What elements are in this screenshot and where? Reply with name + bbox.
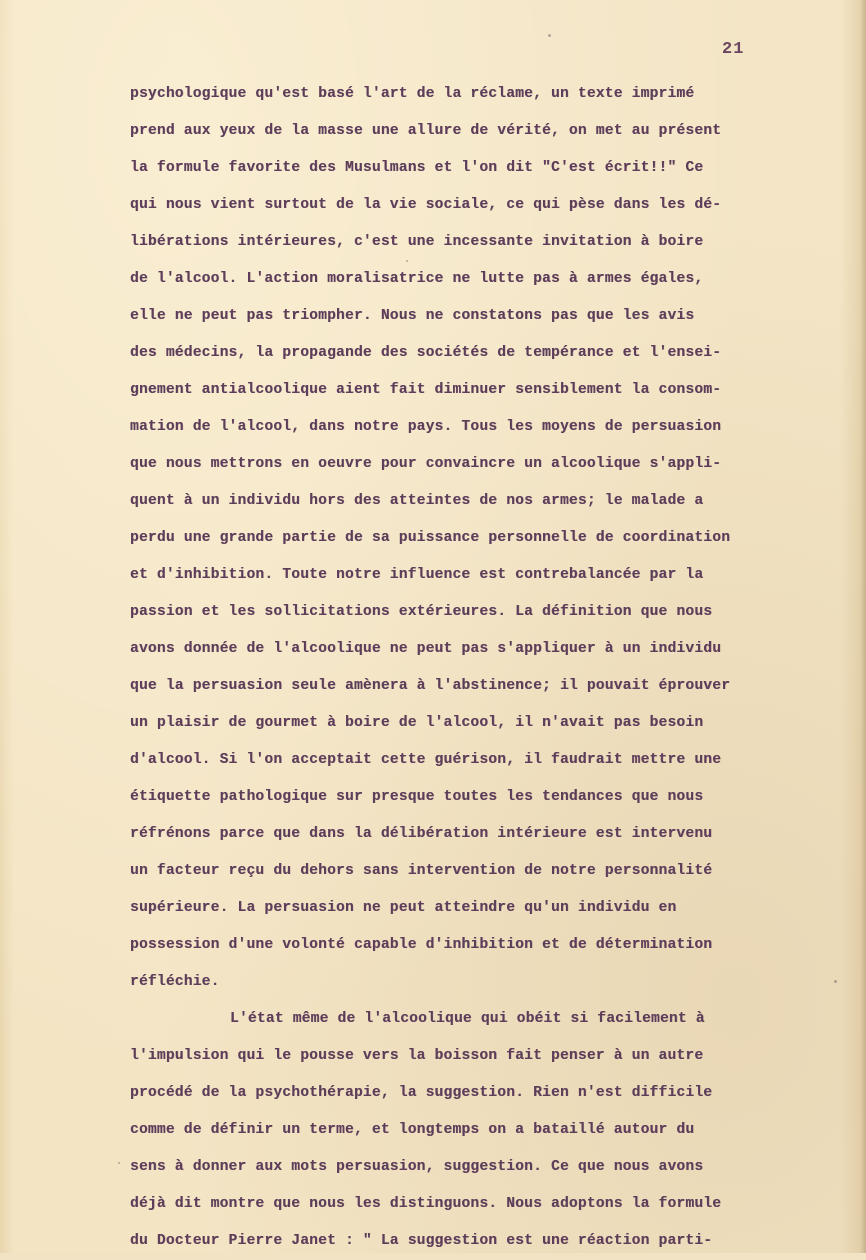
text-line: réfléchie. — [130, 974, 220, 990]
text-line: procédé de la psychothérapie, la suggestion. Rien n'est difficile — [130, 1085, 713, 1101]
text-line: sens à donner aux mots persuasion, suggestion. Ce que nous avons — [130, 1159, 704, 1175]
text-line: la formule favorite des Musulmans et l'on dit "C'est écrit!!" Ce — [130, 160, 704, 176]
text-line: possession d'une volonté capable d'inhibition et de détermination — [130, 937, 713, 953]
text-line: déjà dit montre que nous les distinguons. Nous adoptons la formule — [130, 1196, 722, 1212]
text-line: l'impulsion qui le pousse vers la boisson fait penser à un autre — [130, 1048, 704, 1064]
text-line: gnement antialcoolique aient fait diminuer sensiblement la consom- — [130, 382, 722, 398]
text-line: psychologique qu'est basé l'art de la réclame, un texte imprimé — [130, 86, 695, 102]
paragraph-first-line: L'état même de l'alcoolique qui obéit si facilement à — [230, 1011, 705, 1027]
paper-speck — [834, 980, 837, 983]
text-line: et d'inhibition. Toute notre influence est contrebalancée par la — [130, 567, 704, 583]
text-line: que nous mettrons en oeuvre pour convaincre un alcoolique s'appli- — [130, 456, 722, 472]
text-line: un plaisir de gourmet à boire de l'alcool, il n'avait pas besoin — [130, 715, 704, 731]
text-line: que la persuasion seule amènera à l'abstinence; il pouvait éprouver — [130, 678, 731, 694]
text-line: un facteur reçu du dehors sans intervention de notre personnalité — [130, 863, 713, 879]
text-line: avons donnée de l'alcoolique ne peut pas s'appliquer à un individu — [130, 641, 722, 657]
text-line: elle ne peut pas triompher. Nous ne constatons pas que les avis — [130, 308, 695, 324]
text-line: mation de l'alcool, dans notre pays. Tous les moyens de persuasion — [130, 419, 722, 435]
text-line: qui nous vient surtout de la vie sociale, ce qui pèse dans les dé- — [130, 197, 722, 213]
paper-speck — [118, 1162, 120, 1164]
paper-speck — [548, 34, 551, 37]
text-line: passion et les sollicitations extérieures. La définition que nous — [130, 604, 713, 620]
text-line: supérieure. La persuasion ne peut atteindre qu'un individu en — [130, 900, 677, 916]
text-line: perdu une grande partie de sa puissance personnelle de coordination — [130, 530, 731, 546]
text-line: réfrénons parce que dans la délibération intérieure est intervenu — [130, 826, 713, 842]
text-line: d'alcool. Si l'on acceptait cette guérison, il faudrait mettre une — [130, 752, 722, 768]
page-number: 21 — [722, 40, 745, 59]
text-line: quent à un individu hors des atteintes de nos armes; le malade a — [130, 493, 704, 509]
text-line: du Docteur Pierre Janet : " La suggestion est une réaction parti- — [130, 1233, 713, 1249]
text-line: des médecins, la propagande des sociétés de tempérance et l'ensei- — [130, 345, 722, 361]
body-text — [130, 76, 854, 1260]
paper-speck — [406, 260, 408, 262]
text-line: prend aux yeux de la masse une allure de vérité, on met au présent — [130, 123, 722, 139]
text-line: étiquette pathologique sur presque toutes les tendances que nous — [130, 789, 704, 805]
text-line: de l'alcool. L'action moralisatrice ne lutte pas à armes égales, — [130, 271, 704, 287]
text-line: comme de définir un terme, et longtemps on a bataillé autour du — [130, 1122, 695, 1138]
page-edge-shadow — [860, 0, 866, 1253]
text-line: libérations intérieures, c'est une incessante invitation à boire — [130, 234, 704, 250]
